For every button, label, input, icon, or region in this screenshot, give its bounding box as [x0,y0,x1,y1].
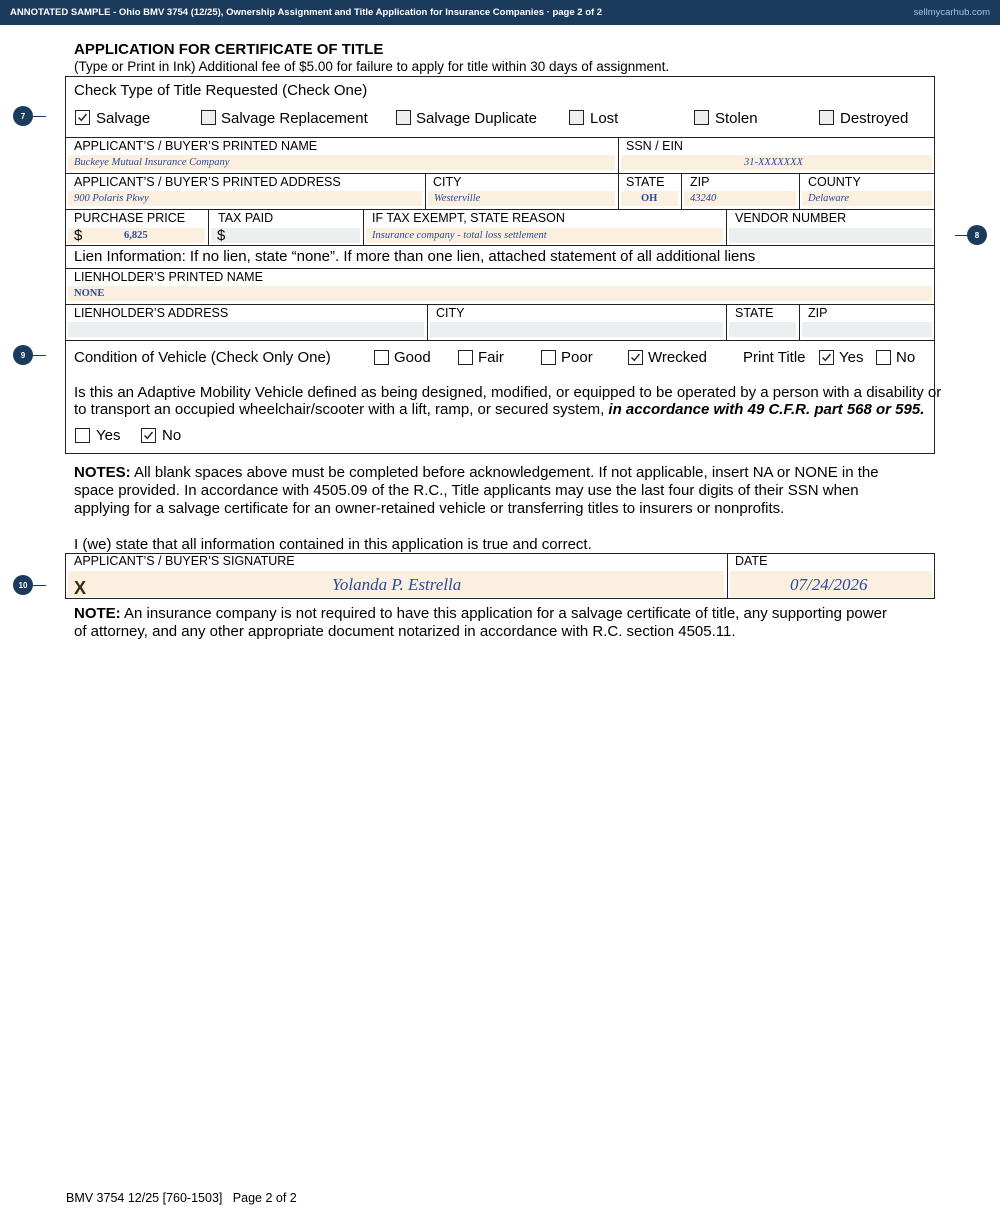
stolen-label: Stolen [715,110,758,127]
adaptive-no-label: No [162,427,182,444]
wrecked-label: Wrecked [648,349,707,366]
zip-value: 43240 [690,193,717,204]
divider [726,209,727,245]
lienholder-address-field[interactable] [68,322,424,337]
stolen-checkbox[interactable] [694,110,709,125]
notes-line-2: space provided. In accordance with 4505.09 of the R.C., Title applicants may use the last four digits of their SSN when [74,482,859,499]
lienholder-city-field[interactable] [430,322,723,337]
destroyed-label: Destroyed [840,110,909,127]
adaptive-question-cfr: in accordance with 49 C.F.R. part 568 or 595. [608,401,925,418]
state-value: OH [641,193,658,204]
insurance-note-line-2: of attorney, and any other appropriate document notarized in accordance with R.C. section 4505.11. [74,623,736,640]
applicant-name-value: Buckeye Mutual Insurance Company [74,157,230,168]
good-label: Good [394,349,431,366]
city-value: Westerville [434,193,481,204]
divider [65,340,935,341]
salvage-replacement-checkbox[interactable] [201,110,216,125]
condition-label: Condition of Vehicle (Check Only One) [74,349,331,366]
signature-label: APPLICANT’S / BUYER’S SIGNATURE [74,554,295,568]
divider [363,209,364,245]
print-title-no-checkbox[interactable] [876,350,891,365]
salvage-checkbox[interactable] [75,110,90,125]
marker-leader-line [33,116,46,117]
annotation-marker-7[interactable]: 7 [13,106,33,126]
city-label: CITY [433,175,462,189]
purchase-price-value: 6,825 [124,230,148,241]
form-subtitle: (Type or Print in Ink) Additional fee of $5.00 for failure to apply for title within 30 days of assignment. [74,59,670,74]
applicant-name-label: APPLICANT’S / BUYER’S PRINTED NAME [74,139,318,153]
print-title-label: Print Title [743,349,806,366]
lienholder-name-label: LIENHOLDER’S PRINTED NAME [74,270,263,284]
date-value: 07/24/2026 [790,575,868,594]
lienholder-name-value: NONE [74,288,105,299]
annotation-header-bar [0,0,1000,25]
notes-heading: NOTES: [74,464,131,481]
state-label: STATE [626,175,665,189]
adaptive-question-line-1: Is this an Adaptive Mobility Vehicle defined as being designed, modified, or equipped to be operated by a person with a disability or [74,384,942,401]
divider [65,137,935,138]
adaptive-question-text: to transport an occupied wheelchair/scooter with a lift, ramp, or secured system, [74,401,605,418]
lost-label: Lost [590,110,619,127]
lienholder-zip-field[interactable] [802,322,932,337]
adaptive-no-checkbox[interactable] [141,428,156,443]
salvage-duplicate-label: Salvage Duplicate [416,110,537,127]
destroyed-checkbox[interactable] [819,110,834,125]
divider [65,209,935,210]
print-title-yes-checkbox[interactable] [819,350,834,365]
title-type-heading: Check Type of Title Requested (Check One) [74,82,368,99]
certification-statement: I (we) state that all information contained in this application is true and correct. [74,536,592,553]
poor-label: Poor [561,349,593,366]
divider [65,173,935,174]
lienholder-city-label: CITY [436,306,465,320]
tax-paid-field[interactable] [211,228,360,243]
lienholder-state-label: STATE [735,306,774,320]
divider [65,245,935,246]
purchase-price-label: PURCHASE PRICE [74,211,186,225]
lienholder-zip-label: ZIP [808,306,828,320]
print-title-no-label: No [896,349,916,366]
divider [681,173,682,209]
tax-dollar-sign: $ [217,227,226,244]
fair-checkbox[interactable] [458,350,473,365]
annotation-marker-10[interactable]: 10 [13,575,33,595]
purchase-dollar-sign: $ [74,227,83,244]
footer-form-id: BMV 3754 12/25 [760-1503] [66,1191,223,1205]
lost-checkbox[interactable] [569,110,584,125]
notes-line-3: applying for a salvage certificate for an owner-retained vehicle or transferring titles to insurers or nonprofits. [74,500,785,517]
salvage-replacement-label: Salvage Replacement [221,110,368,127]
header-bar-site[interactable]: sellmycarhub.com [913,7,990,18]
wrecked-checkbox[interactable] [628,350,643,365]
divider [727,553,728,599]
fair-label: Fair [478,349,504,366]
print-title-yes-label: Yes [839,349,864,366]
lienholder-address-label: LIENHOLDER’S ADDRESS [74,306,229,320]
vendor-number-label: VENDOR NUMBER [735,211,847,225]
applicant-address-label: APPLICANT’S / BUYER’S PRINTED ADDRESS [74,175,341,189]
salvage-label: Salvage [96,110,151,127]
tax-exempt-label: IF TAX EXEMPT, STATE REASON [372,211,565,225]
notes-paragraph [74,464,934,518]
signature-value: Yolanda P. Estrella [332,575,462,594]
divider [208,209,209,245]
zip-label: ZIP [690,175,710,189]
divider [618,137,619,209]
lienholder-name-field[interactable] [68,286,932,301]
adaptive-yes-label: Yes [96,427,121,444]
date-label: DATE [735,554,768,568]
ssn-label: SSN / EIN [626,139,683,153]
applicant-address-value: 900 Polaris Pkwy [74,193,149,204]
good-checkbox[interactable] [374,350,389,365]
footer-page-number: Page 2 of 2 [232,1191,297,1205]
poor-checkbox[interactable] [541,350,556,365]
divider [427,304,428,340]
adaptive-question-line-2 [74,401,924,418]
signature-x-mark: X [74,578,87,598]
header-bar-title: ANNOTATED SAMPLE - Ohio BMV 3754 (12/25), Ownership Assignment and Title Application for Insurance Companies · page 2 of 2 [10,7,603,18]
divider [799,304,800,340]
divider [425,173,426,209]
notes-line-1: All blank spaces above must be completed before acknowledgement. If not applicable, insert NA or NONE in the [134,464,879,481]
divider [65,304,935,305]
ssn-value: 31-XXXXXXX [744,157,803,168]
county-value: Delaware [808,193,850,204]
vendor-number-field[interactable] [729,228,932,243]
tax-exempt-value: Insurance company - total loss settlement [372,230,547,241]
adaptive-yes-checkbox[interactable] [75,428,90,443]
divider [726,304,727,340]
insurance-note-paragraph [74,605,934,641]
annotation-marker-8[interactable]: 8 [967,225,987,245]
marker-leader-line [33,585,46,586]
annotation-marker-9[interactable]: 9 [13,345,33,365]
form-title: APPLICATION FOR CERTIFICATE OF TITLE [74,41,384,58]
divider [799,173,800,209]
salvage-duplicate-checkbox[interactable] [396,110,411,125]
insurance-note-line-1: An insurance company is not required to have this application for a salvage certificate of title, any supporting power [124,605,887,622]
lienholder-state-field[interactable] [729,322,796,337]
divider [65,268,935,269]
marker-leader-line [33,355,46,356]
lien-info-text: Lien Information: If no lien, state “none”. If more than one lien, attached statement of all additional liens [74,248,756,265]
county-label: COUNTY [808,175,861,189]
page-footer [66,1191,297,1205]
insurance-note-heading: NOTE: [74,605,121,622]
tax-paid-label: TAX PAID [218,211,274,225]
